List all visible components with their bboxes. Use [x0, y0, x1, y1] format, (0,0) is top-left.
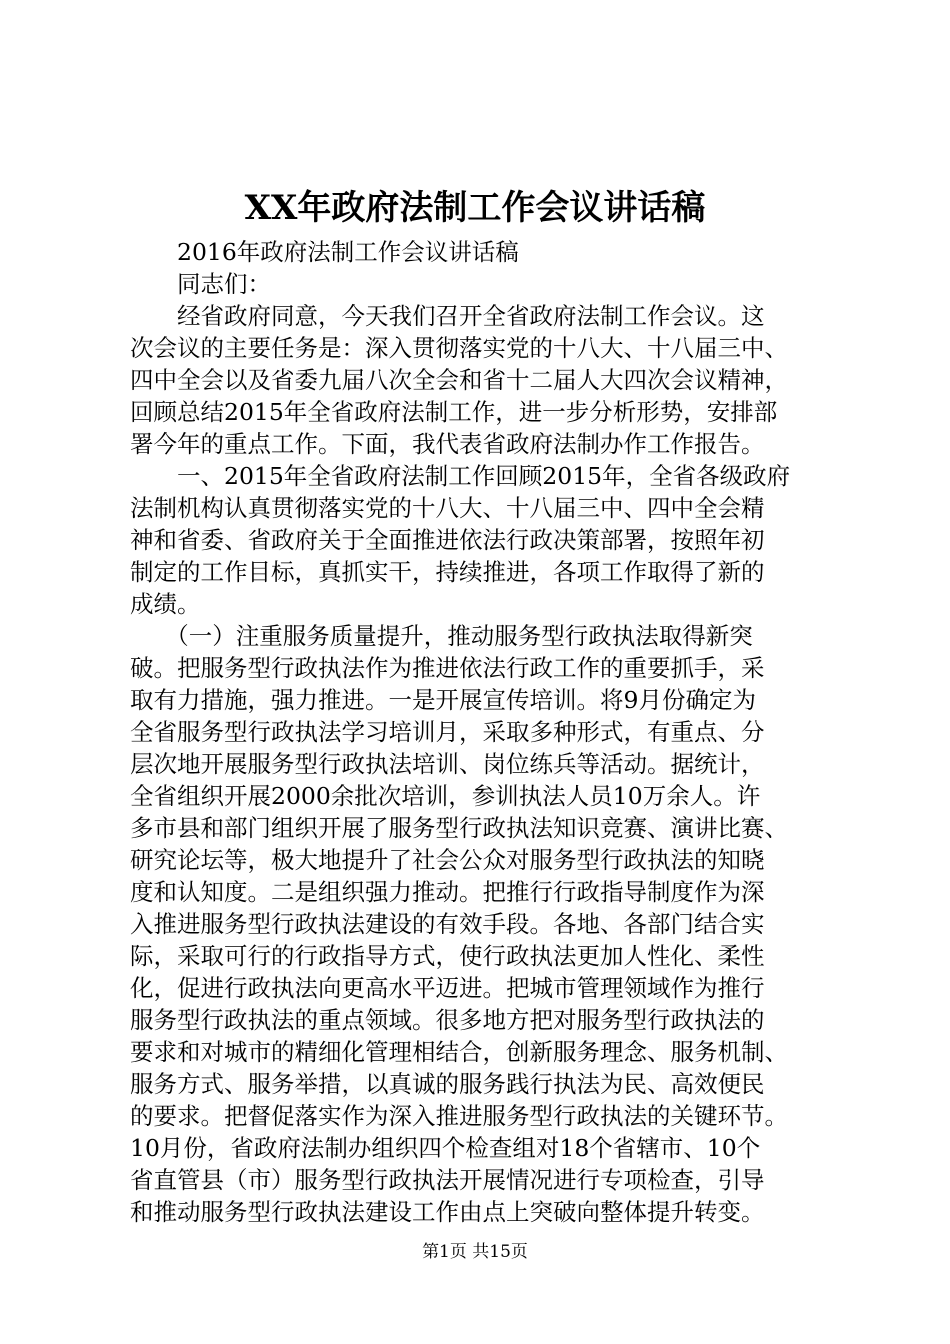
page-number-footer: 第1页 共15页 — [422, 1242, 528, 1262]
body-line: 署今年的重点工作。下面，我代表省政府法制办作工作报告。 — [130, 430, 765, 458]
body-line: 经省政府同意，今天我们召开全省政府法制工作会议。这 — [130, 302, 765, 330]
body-line: 破。把服务型行政执法作为推进依法行政工作的重要抓手，采 — [130, 654, 765, 682]
body-line: 入推进服务型行政执法建设的有效手段。各地、各部门结合实 — [130, 910, 765, 938]
body-line: 次会议的主要任务是：深入贯彻落实党的十八大、十八届三中、 — [130, 334, 788, 362]
body-line: 和推动服务型行政执法建设工作由点上突破向整体提升转变。 — [130, 1198, 765, 1226]
body-line: 四中全会以及省委九届八次全会和省十二届人大四次会议精神， — [130, 366, 788, 394]
body-line: 全省组织开展2000余批次培训，参训执法人员10万余人。许 — [130, 782, 761, 810]
body-line: 成绩。 — [130, 590, 201, 618]
body-line: 一、2015年全省政府法制工作回顾2015年，全省各级政府 — [130, 462, 791, 490]
body-line: 制定的工作目标，真抓实干，持续推进，各项工作取得了新的 — [130, 558, 765, 586]
body-line: 同志们： — [130, 270, 271, 298]
body-line: 服务方式、服务举措，以真诚的服务践行执法为民、高效便民 — [130, 1070, 765, 1098]
body-line: 际，采取可行的行政指导方式，使行政执法更加人性化、柔性 — [130, 942, 765, 970]
body-line: 全省服务型行政执法学习培训月，采取多种形式，有重点、分 — [130, 718, 765, 746]
body-line: 省直管县（市）服务型行政执法开展情况进行专项检查，引导 — [130, 1166, 765, 1194]
body-line: 服务型行政执法的重点领域。很多地方把对服务型行政执法的 — [130, 1006, 765, 1034]
document-body — [130, 236, 830, 1228]
body-line: 取有力措施，强力推进。一是开展宣传培训。将9月份确定为 — [130, 686, 756, 714]
body-line: （一）注重服务质量提升，推动服务型行政执法取得新突 — [130, 622, 753, 650]
body-line: 层次地开展服务型行政执法培训、岗位练兵等活动。据统计， — [130, 750, 765, 778]
document-title: XX年政府法制工作会议讲话稿 — [244, 188, 706, 228]
body-line: 要求和对城市的精细化管理相结合，创新服务理念、服务机制、 — [130, 1038, 788, 1066]
body-line: 法制机构认真贯彻落实党的十八大、十八届三中、四中全会精 — [130, 494, 765, 522]
body-line: 10月份，省政府法制办组织四个检查组对18个省辖市、10个 — [130, 1134, 761, 1162]
body-line: 回顾总结2015年全省政府法制工作，进一步分析形势，安排部 — [130, 398, 778, 426]
body-line: 度和认知度。二是组织强力推动。把推行行政指导制度作为深 — [130, 878, 765, 906]
body-line: 神和省委、省政府关于全面推进依法行政决策部署，按照年初 — [130, 526, 765, 554]
body-line: 研究论坛等，极大地提升了社会公众对服务型行政执法的知晓 — [130, 846, 765, 874]
body-line: 多市县和部门组织开展了服务型行政执法知识竞赛、演讲比赛、 — [130, 814, 788, 842]
body-line: 化，促进行政执法向更高水平迈进。把城市管理领域作为推行 — [130, 974, 765, 1002]
body-line: 2016年政府法制工作会议讲话稿 — [130, 238, 519, 266]
body-line: 的要求。把督促落实作为深入推进服务型行政执法的关键环节。 — [130, 1102, 788, 1130]
